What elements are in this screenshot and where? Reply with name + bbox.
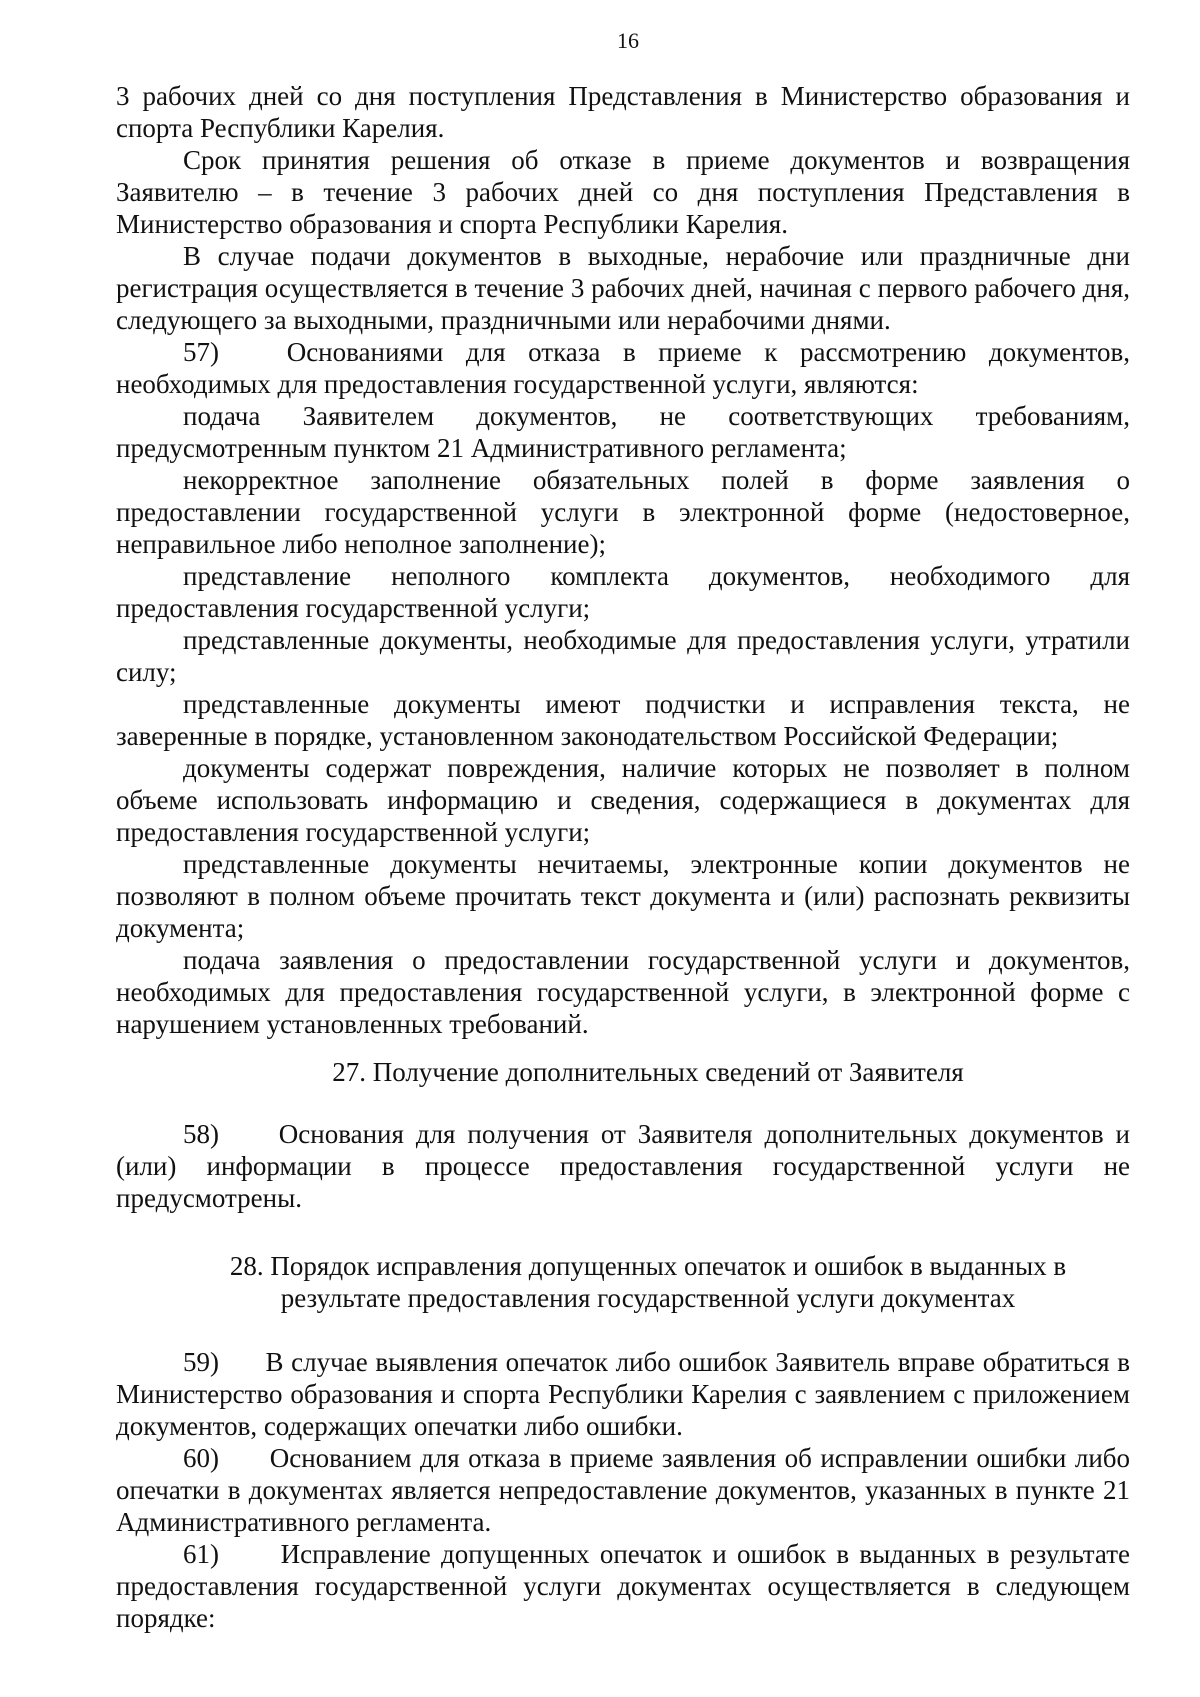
paragraph-weekend-registration: В случае подачи документов в выходные, нерабочие или праздничные дни регистрация осуществляется в течение 3 рабочих дней, начиная с первого рабочего дня, следующего за выходными, праздничными или нерабочими днями.: [116, 241, 1130, 335]
list-item: документы содержат повреждения, наличие которых не позволяет в полном объеме использовать информацию и сведения, содержащиеся в документах для предоставления государственной услуги;: [116, 753, 1130, 847]
item-59: [116, 1346, 1130, 1442]
item-61: [116, 1538, 1130, 1634]
item-60-text: Основанием для отказа в приеме заявления об исправлении ошибки либо опечатки в документах является непредоставление документов, указанных в пункте 21 Административного регламента.: [116, 1443, 1130, 1537]
section-heading-28-line1: 28. Порядок исправления допущенных опечаток и ошибок в выданных в: [229, 1251, 1067, 1281]
list-item: подача Заявителем документов, не соответствующих требованиям, предусмотренным пунктом 21 Административного регламента;: [116, 401, 1130, 463]
list-item: представленные документы нечитаемы, электронные копии документов не позволяют в полном объеме прочитать текст документа и (или) распознать реквизиты документа;: [116, 849, 1130, 943]
section-heading-28: [116, 1250, 1130, 1314]
item-60: [116, 1442, 1130, 1538]
item-59-number: 59): [183, 1347, 219, 1377]
item-61-text: Исправление допущенных опечаток и ошибок в выданных в результате предоставления государственной услуги документах осуществляется в следующем порядке:: [116, 1539, 1130, 1633]
item-60-number: 60): [183, 1443, 219, 1473]
section-heading-28-line2: результате предоставления государственной услуги документах: [280, 1283, 1016, 1313]
page-number: 16: [617, 28, 639, 53]
item-57: [116, 336, 1130, 400]
item-58-number: 58): [183, 1119, 219, 1149]
item-57-number: 57): [183, 337, 219, 367]
section-heading-27: 27. Получение дополнительных сведений от Заявителя: [332, 1057, 964, 1087]
paragraph-refusal-term: Срок принятия решения об отказе в приеме документов и возвращения Заявителю – в течение 3 рабочих дней со дня поступления Представления в Министерство образования и спорта Республики Карелия.: [116, 145, 1130, 239]
item-57-text: Основаниями для отказа в приеме к рассмотрению документов, необходимых для предоставления государственной услуги, являются:: [116, 337, 1130, 399]
item-58-text: Основания для получения от Заявителя дополнительных документов и (или) информации в процессе предоставления государственной услуги не предусмотрены.: [116, 1119, 1131, 1213]
list-item: некорректное заполнение обязательных полей в форме заявления о предоставлении государственной услуги в электронной форме (недостоверное, неправильное либо неполное заполнение);: [116, 465, 1130, 559]
item-61-number: 61): [183, 1539, 219, 1569]
list-item: представленные документы имеют подчистки и исправления текста, не заверенные в порядке, установленном законодательством Российской Федерации;: [116, 689, 1130, 751]
item-58: [116, 1118, 1130, 1214]
list-item: представленные документы, необходимые для предоставления услуги, утратили силу;: [116, 625, 1130, 687]
paragraph-continuation: 3 рабочих дней со дня поступления Представления в Министерство образования и спорта Республики Карелия.: [116, 81, 1130, 143]
item-59-text: В случае выявления опечаток либо ошибок Заявитель вправе обратиться в Министерство образования и спорта Республики Карелия с заявлением с приложением документов, содержащих опечатки либо ошибки.: [116, 1347, 1131, 1441]
list-item: подача заявления о предоставлении государственной услуги и документов, необходимых для предоставления государственной услуги, в электронной форме с нарушением установленных требований.: [116, 945, 1130, 1039]
list-item: представление неполного комплекта документов, необходимого для предоставления государственной услуги;: [116, 561, 1130, 623]
